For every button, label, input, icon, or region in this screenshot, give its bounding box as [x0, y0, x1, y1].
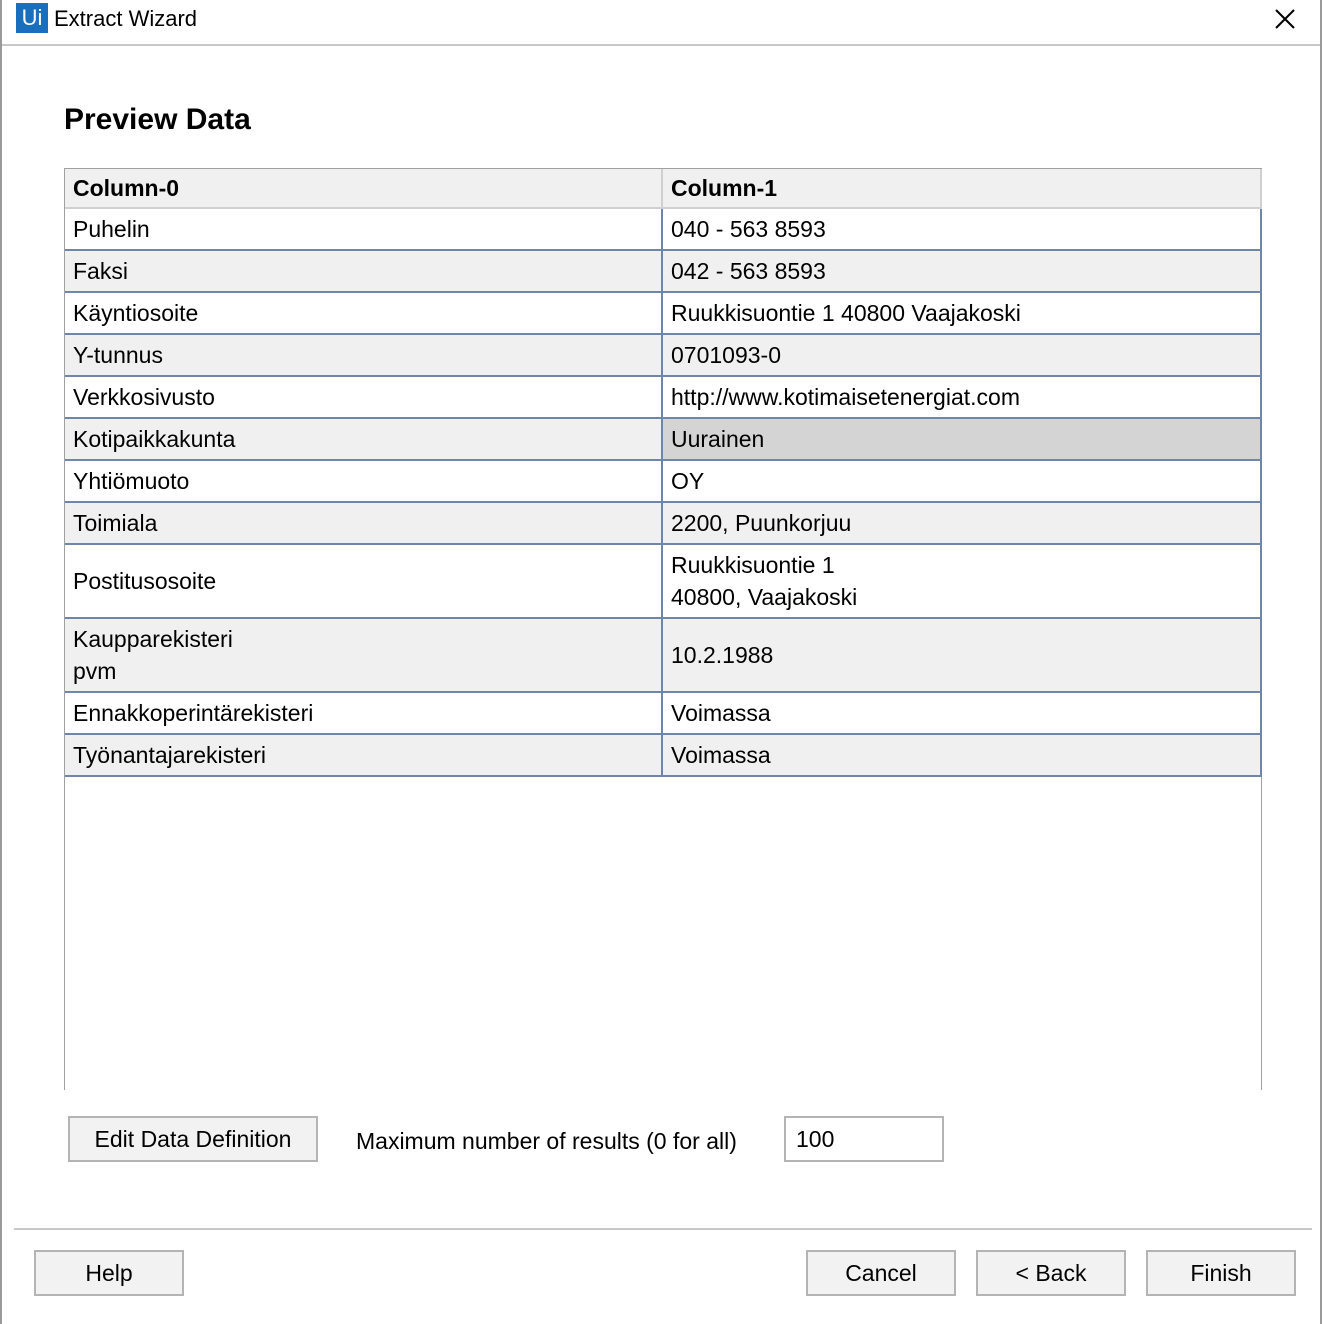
table-cell-selected[interactable]: Uurainen — [662, 418, 1261, 460]
table-cell[interactable]: http://www.kotimaisetenergiat.com — [662, 376, 1261, 418]
back-button[interactable]: < Back — [976, 1250, 1126, 1296]
help-button[interactable]: Help — [34, 1250, 184, 1296]
table-cell[interactable]: Verkkosivusto — [65, 376, 662, 418]
max-results-label: Maximum number of results (0 for all) — [356, 1128, 737, 1154]
table-cell[interactable]: 0701093-0 — [662, 334, 1261, 376]
table-cell[interactable]: Y-tunnus — [65, 334, 662, 376]
table-cell[interactable]: 2200, Puunkorjuu — [662, 502, 1261, 544]
table-row[interactable] — [65, 692, 1261, 734]
table-cell[interactable]: Käyntiosoite — [65, 292, 662, 334]
data-table — [65, 169, 1262, 777]
table-cell[interactable]: Toimiala — [65, 502, 662, 544]
uipath-logo-icon: Ui — [16, 3, 48, 33]
table-cell[interactable]: Ennakkoperintärekisteri — [65, 692, 662, 734]
title-bar — [2, 0, 1320, 46]
page-title: Preview Data — [64, 103, 251, 136]
table-cell[interactable]: 040 - 563 8593 — [662, 208, 1261, 250]
footer-divider — [14, 1228, 1312, 1230]
close-button[interactable] — [1264, 0, 1306, 38]
table-row[interactable] — [65, 460, 1261, 502]
table-cell[interactable]: 10.2.1988 — [662, 618, 1261, 692]
table-row[interactable] — [65, 334, 1261, 376]
column-header[interactable]: Column-0 — [65, 169, 662, 208]
table-row[interactable] — [65, 292, 1261, 334]
close-icon — [1274, 8, 1296, 30]
table-cell[interactable]: Ruukkisuontie 1 40800 Vaajakoski — [662, 292, 1261, 334]
table-cell[interactable]: Kotipaikkakunta — [65, 418, 662, 460]
table-cell[interactable]: Postitusosoite — [65, 544, 662, 618]
table-cell[interactable]: OY — [662, 460, 1261, 502]
table-row[interactable] — [65, 208, 1261, 250]
header-row — [65, 169, 1261, 208]
finish-button[interactable]: Finish — [1146, 1250, 1296, 1296]
edit-data-definition-button[interactable]: Edit Data Definition — [68, 1116, 318, 1162]
table-row[interactable] — [65, 250, 1261, 292]
table-cell[interactable]: 042 - 563 8593 — [662, 250, 1261, 292]
table-row[interactable] — [65, 376, 1261, 418]
preview-data-grid[interactable] — [64, 168, 1262, 1090]
max-results-input[interactable] — [784, 1116, 944, 1162]
column-header[interactable]: Column-1 — [662, 169, 1261, 208]
table-row[interactable] — [65, 734, 1261, 776]
table-cell[interactable]: Faksi — [65, 250, 662, 292]
table-cell[interactable]: Yhtiömuoto — [65, 460, 662, 502]
table-cell[interactable]: Voimassa — [662, 734, 1261, 776]
table-cell[interactable]: Työnantajarekisteri — [65, 734, 662, 776]
table-cell[interactable]: Ruukkisuontie 1 40800, Vaajakoski — [662, 544, 1261, 618]
table-row[interactable] — [65, 544, 1261, 618]
table-cell[interactable]: Kaupparekisteri pvm — [65, 618, 662, 692]
window-title: Extract Wizard — [54, 6, 198, 31]
table-row-selected[interactable] — [65, 418, 1261, 460]
cancel-button[interactable]: Cancel — [806, 1250, 956, 1296]
table-cell[interactable]: Voimassa — [662, 692, 1261, 734]
table-cell[interactable]: Puhelin — [65, 208, 662, 250]
table-row[interactable] — [65, 618, 1261, 692]
table-row[interactable] — [65, 502, 1261, 544]
